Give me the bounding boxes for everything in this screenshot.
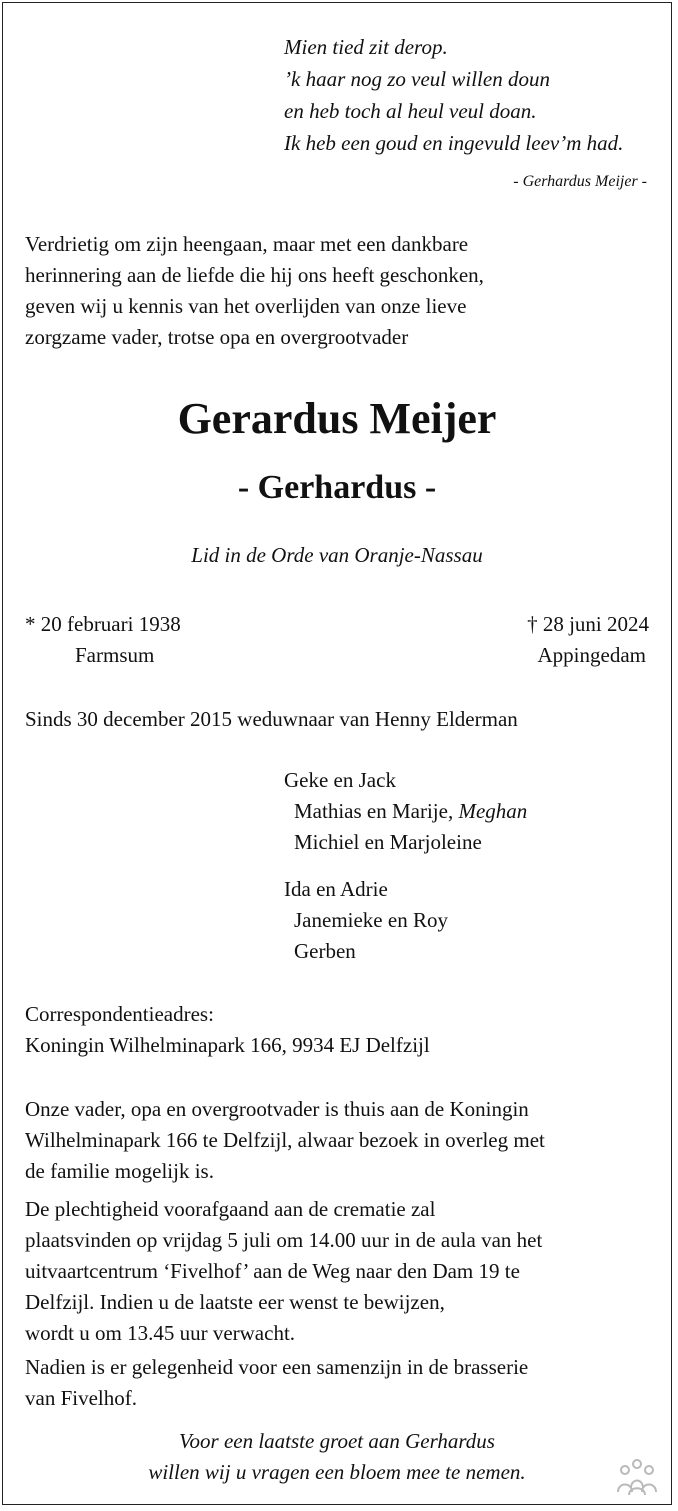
poem-line: en heb toch al heul veul doan. [284, 99, 537, 123]
after-line: Nadien is er gelegenheid voor een samenzijn in de brasserie [25, 1355, 529, 1379]
after-line: van Fivelhof. [25, 1386, 137, 1410]
birth-place: Farmsum [75, 643, 155, 667]
family-child [284, 796, 527, 827]
widower-line: Sinds 30 december 2015 weduwnaar van Henny Elderman [25, 707, 518, 731]
poem-line: ’k haar nog zo veul willen doun [284, 67, 550, 91]
home-line: Wilhelminapark 166 te Delfzijl, alwaar bezoek in overleg met [25, 1128, 545, 1152]
closing-line: willen wij u vragen een bloem mee te nemen. [148, 1460, 526, 1484]
intro-line: geven wij u kennis van het overlijden van onze lieve [25, 294, 467, 318]
birth-info [25, 609, 181, 671]
after-paragraph [25, 1352, 528, 1414]
family-group [284, 765, 527, 858]
ceremony-line: plaatsvinden op vrijdag 5 juli om 14.00 uur in de aula van het [25, 1228, 543, 1252]
ceremony-line: Delfzijl. Indien u de laatste eer wenst te bewijzen, [25, 1290, 445, 1314]
child-names-italic: Meghan [458, 799, 528, 823]
ceremony-line: uitvaartcentrum ‘Fivelhof’ aan de Weg naar den Dam 19 te [25, 1259, 520, 1283]
family-group [284, 874, 448, 967]
death-place: Appingedam [537, 643, 646, 667]
poem-line: Mien tied zit derop. [284, 35, 448, 59]
child-names: Mathias en Marije, [294, 799, 459, 823]
poem-line: Ik heb een goud en ingevuld leev’m had. [284, 131, 624, 155]
intro-line: zorgzame vader, trotse opa en overgrootvader [25, 325, 409, 349]
intro-paragraph [25, 229, 484, 353]
death-date: † 28 juni 2024 [527, 612, 649, 636]
intro-line: herinnering aan de liefde die hij ons heeft geschonken, [25, 263, 484, 287]
home-paragraph [25, 1094, 545, 1187]
obituary-card [2, 2, 672, 1505]
correspondence-label: Correspondentieadres: [25, 1002, 214, 1026]
deceased-name: Gerardus Meijer [177, 394, 497, 443]
deceased-nickname: - Gerhardus - [237, 469, 437, 506]
death-info [527, 609, 649, 671]
ceremony-line: wordt u om 13.45 uur verwacht. [25, 1321, 296, 1345]
poem-author: - Gerhardus Meijer - [513, 173, 647, 190]
family-parents: Geke en Jack [284, 768, 396, 792]
home-line: de familie mogelijk is. [25, 1159, 214, 1183]
family-child: Janemieke en Roy [294, 908, 448, 932]
correspondence-address [25, 999, 430, 1061]
family-child: Gerben [294, 939, 356, 963]
poem [284, 31, 623, 159]
family-parents: Ida en Adrie [284, 877, 388, 901]
honor-title: Lid in de Orde van Oranje-Nassau [191, 543, 483, 567]
closing-line: Voor een laatste groet aan Gerhardus [179, 1429, 495, 1453]
family-child: Michiel en Marjoleine [294, 830, 482, 854]
correspondence-value: Koningin Wilhelminapark 166, 9934 EJ Delfzijl [25, 1033, 430, 1057]
closing-request [3, 1426, 671, 1488]
ceremony-line: De plechtigheid voorafgaand aan de crematie zal [25, 1197, 436, 1221]
people-group-icon [615, 1458, 659, 1496]
birth-date: * 20 februari 1938 [25, 612, 181, 636]
home-line: Onze vader, opa en overgrootvader is thuis aan de Koningin [25, 1097, 529, 1121]
ceremony-paragraph [25, 1194, 542, 1349]
intro-line: Verdrietig om zijn heengaan, maar met een dankbare [25, 232, 469, 256]
